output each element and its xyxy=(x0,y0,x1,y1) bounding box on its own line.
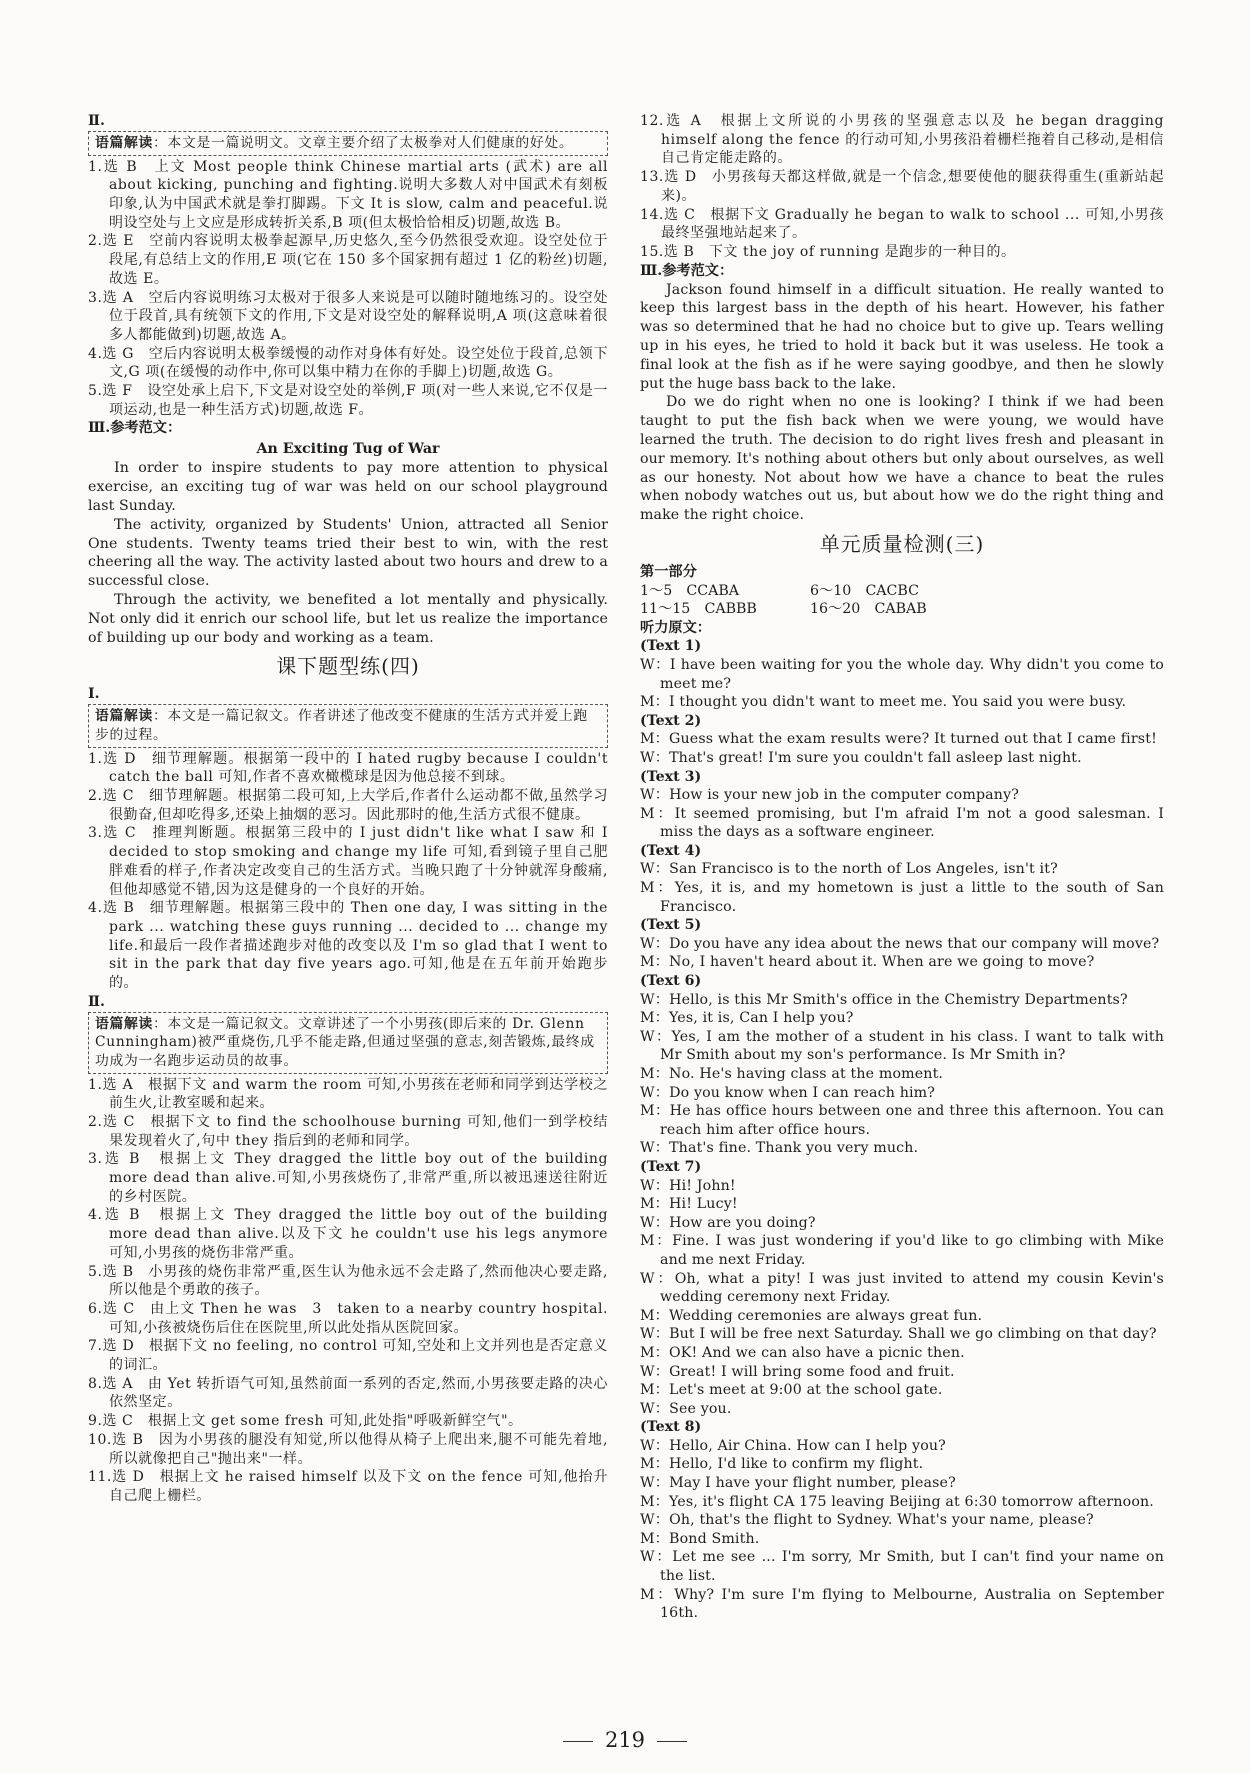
dialogue xyxy=(640,972,1164,1158)
summary-text: ：本文是一篇记叙文。文章讲述了一个小男孩(即后来的 Dr. Glenn Cunningham)被严重烧伤,几乎不能走路,但通过坚强的意志,刻苦锻炼,最终成功成为一名跑步运动员的故事。 xyxy=(95,1015,595,1069)
section-title: 课下题型练(四) xyxy=(276,654,420,679)
dialogue-line: M：Guess what the exam results were? It turned out that I came first! xyxy=(640,731,1157,748)
answer-key xyxy=(640,582,1164,619)
dialogue-line: W：How is your new job in the computer company? xyxy=(640,787,1019,804)
divider xyxy=(563,1741,593,1742)
section-label: Ⅱ. xyxy=(88,993,105,1010)
dialogue xyxy=(640,1418,1164,1623)
answer-item: 10.选 B 因为小男孩的腿没有知觉,所以他得从椅子上爬出来,腿不可能先着地,所以就像把自己"抛出来"一样。 xyxy=(88,1431,608,1467)
summary-label: 语篇解读 xyxy=(95,135,153,151)
dialogue-line: M：It seemed promising, but I'm afraid I'm not a good salesman. I miss the days as a software engineer. xyxy=(640,805,1164,841)
dialogue-line: W：Hello, Air China. How can I help you? xyxy=(640,1437,946,1454)
dialogue-line: M：Why? I'm sure I'm flying to Melbourne, Australia on September 16th. xyxy=(640,1586,1164,1622)
passage-summary-box xyxy=(88,704,608,747)
page-number xyxy=(0,1728,1250,1752)
passage-summary-box xyxy=(88,131,608,156)
answer-item: 14.选 C 根据下文 Gradually he began to walk to school ... 可知,小男孩最终坚强地站起来了。 xyxy=(640,206,1164,242)
answer-range: 16～20 CABAB xyxy=(810,601,927,618)
dialogue-line: W：Great! I will bring some food and fruit. xyxy=(640,1363,955,1380)
answer-item: 5.选 B 小男孩的烧伤非常严重,医生认为他永远不会走路了,然而他决心要走路,所以他是个勇敢的孩子。 xyxy=(88,1263,608,1299)
dialogue-line: W：That's great! I'm sure you couldn't fall asleep last night. xyxy=(640,749,1082,766)
page-number-text: 219 xyxy=(604,1728,646,1752)
dialogue-line: M：Yes, it is, Can I help you? xyxy=(640,1010,854,1027)
dialogue-line: W：Do you have any idea about the news that our company will move? xyxy=(640,935,1160,952)
dialogue-line: M：OK! And we can also have a picnic then. xyxy=(640,1344,965,1361)
essay-paragraph: Jackson found himself in a difficult situation. He really wanted to keep this largest bass in the depth of his heart. However, his father was so determined that he had no choice but to give up. Tears welling up in his eyes, he tried to hold it back but it was useless. He took a final look at the fish as if he were saying goodbye, and then he slowly put the huge bass back to the lake. xyxy=(640,281,1164,392)
dialogue xyxy=(640,712,1164,768)
answer-item: 3.选 B 根据上文 They dragged the little boy out of the building more dead than alive.可知,小男孩烧伤了,非常严重,所以被迅速送往附近的乡村医院。 xyxy=(88,1151,608,1205)
dialogue-line: M：Hello, I'd like to confirm my flight. xyxy=(640,1456,924,1473)
answer-item: 3.选 C 推理判断题。根据第三段中的 I just didn't like what I saw 和 I decided to stop smoking and change my life 可知,看到镜子里自己肥胖难看的样子,作者决定改变自己的生活方式。当晚只跑了十分钟就浑身酸痛,但他却感觉不错,因为这是健身的一个良好的开始。 xyxy=(88,825,608,898)
answer-row xyxy=(640,582,1164,601)
dialogue-line: W：Do you know when I can reach him? xyxy=(640,1084,936,1101)
text-label: (Text 2) xyxy=(640,712,702,729)
dialogue-line: W：Oh, that's the flight to Sydney. What's your name, please? xyxy=(640,1512,1094,1529)
dialogue-line: W：How are you doing? xyxy=(640,1214,816,1231)
dialogue xyxy=(640,842,1164,916)
left-column xyxy=(88,112,608,1506)
answer-item: 2.选 E 空前内容说明太极拳起源早,历史悠久,至今仍然很受欢迎。设空处位于段尾,有总结上文的作用,E 项(它在 150 多个国家拥有超过 1 亿的粉丝)切题,故选 E。 xyxy=(88,233,608,287)
text-label: (Text 7) xyxy=(640,1158,702,1175)
dialogue-line: M：No. He's having class at the moment. xyxy=(640,1066,944,1083)
listening-label: 听力原文： xyxy=(640,619,711,636)
essay-paragraph: Through the activity, we benefited a lot mentally and physically. Not only did it enrich our school life, but let us realize the importance of building up our body and working as a team. xyxy=(88,592,608,646)
answer-item: 9.选 C 根据上文 get some fresh 可知,此处指"呼吸新鲜空气"。 xyxy=(88,1413,523,1430)
dialogue-line: W：May I have your flight number, please? xyxy=(640,1475,956,1492)
dialogue-line: M：Yes, it is, and my hometown is just a little to the south of San Francisco. xyxy=(640,880,1164,915)
text-label: (Text 4) xyxy=(640,842,702,859)
section-label: Ⅲ.参考范文： xyxy=(640,262,734,279)
dialogue-line: M：Hi! Lucy! xyxy=(640,1196,738,1213)
divider xyxy=(657,1741,687,1742)
dialogue-line: M：I thought you didn't want to meet me. You said you were busy. xyxy=(640,694,1127,711)
answer-item: 2.选 C 细节理解题。根据第二段可知,上大学后,作者什么运动都不做,虽然学习很勤奋,但却吃得多,还染上抽烟的恶习。因此那时的他,生活方式很不健康。 xyxy=(88,788,608,823)
answer-item: 6.选 C 由上文 Then he was 3 taken to a nearby country hospital.可知,小孩被烧伤后住在医院里,所以此处指从医院回家。 xyxy=(88,1300,608,1336)
answer-item: 1.选 B 上文 Most people think Chinese martial arts (武术) are all about kicking, punching and fighting.说明大多数人对中国武术有刻板印象,认为中国武术就是拳打脚踢。下文 It is slow, calm and peaceful.说明设空处与上文应是形成转折关系,B 项(但太极恰恰相反)切题,故选 B。 xyxy=(88,158,608,231)
answer-list xyxy=(88,750,608,993)
dialogue-line: W：But I will be free next Saturday. Shall we go climbing on that day? xyxy=(640,1326,1157,1343)
text-label: (Text 6) xyxy=(640,973,702,990)
text-label: (Text 1) xyxy=(640,638,702,655)
section-label: Ⅰ. xyxy=(88,686,100,703)
summary-label: 语篇解读 xyxy=(95,708,153,725)
dialogue-line: W：Hi! John! xyxy=(640,1177,736,1194)
dialogue-line: M：Bond Smith. xyxy=(640,1530,760,1547)
section-label: Ⅱ. xyxy=(88,113,105,129)
dialogue xyxy=(640,768,1164,842)
answer-item: 4.选 B 根据上文 They dragged the little boy out of the building more dead than alive.以及下文 he couldn't use his legs anymore 可知,小男孩的烧伤非常严重。 xyxy=(88,1207,608,1261)
answer-item: 4.选 G 空后内容说明太极拳缓慢的动作对身体有好处。设空处位于段首,总领下文,G 项(在缓慢的动作中,你可以集中精力在你的手脚上)切题,故选 G。 xyxy=(88,345,608,381)
dialogue-line: W：See you. xyxy=(640,1400,732,1417)
answer-range: 6～10 CACBC xyxy=(810,582,919,599)
dialogue-line: M：Fine. I was just wondering if you'd like to go climbing with Mike and me next Friday. xyxy=(640,1233,1164,1268)
dialogue-line: W：Oh, what a pity! I was just invited to attend my cousin Kevin's wedding ceremony next Friday. xyxy=(640,1270,1164,1306)
answer-item: 2.选 C 根据下文 to find the schoolhouse burning 可知,他们一到学校结果发现着火了,句中 they 指后到的老师和同学。 xyxy=(88,1113,608,1149)
summary-text: ：本文是一篇说明文。文章主要介绍了太极拳对人们健康的好处。 xyxy=(153,135,574,151)
dialogue-line: W：I have been waiting for you the whole day. Why didn't you come to meet me? xyxy=(640,656,1164,692)
part-label: 第一部分 xyxy=(640,563,697,580)
dialogue-line: W：Yes, I am the mother of a student in his class. I want to talk with Mr Smith about my son's performance. Is Mr Smith in? xyxy=(640,1028,1164,1064)
answer-list xyxy=(88,1076,608,1506)
essay-paragraph: In order to inspire students to pay more attention to physical exercise, an exciting tug of war was held on our school playground last Sunday. xyxy=(88,460,608,515)
answer-range: 11～15 CABBB xyxy=(640,601,757,618)
section-label: Ⅲ.参考范文： xyxy=(88,420,182,437)
answer-item: 8.选 A 由 Yet 转折语气可知,虽然前面一系列的否定,然而,小男孩要走路的决心依然坚定。 xyxy=(88,1375,608,1411)
passage-summary-box xyxy=(88,1012,608,1074)
answer-item: 5.选 F 设空处承上启下,下文是对设空处的举例,F 项(对一些人来说,它不仅是一项运动,也是一种生活方式)切题,故选 F。 xyxy=(88,383,608,418)
answer-item: 7.选 D 根据下文 no feeling, no control 可知,空处和上文并列也是否定意义的词汇。 xyxy=(88,1338,608,1374)
dialogue-line: W：San Francisco is to the north of Los Angeles, isn't it? xyxy=(640,861,1058,878)
dialogue-line: W：That's fine. Thank you very much. xyxy=(640,1140,919,1157)
dialogue-line: M：Yes, it's flight CA 175 leaving Beijing at 6:30 tomorrow afternoon. xyxy=(640,1493,1154,1510)
essay-title: An Exciting Tug of War xyxy=(256,441,440,458)
summary-text: ：本文是一篇记叙文。作者讲述了他改变不健康的生活方式并爱上跑步的过程。 xyxy=(95,708,588,743)
answer-range: 1～5 CCABA xyxy=(640,582,740,599)
answer-item: 15.选 B 下文 the joy of running 是跑步的一种目的。 xyxy=(640,243,1016,260)
answer-item: 12.选 A 根据上文所说的小男孩的坚强意志以及 he began dragging himself along the fence 的行动可知,小男孩沿着栅栏拖着自己移动,是相信自己肯定能走路的。 xyxy=(640,113,1164,167)
text-label: (Text 3) xyxy=(640,768,702,785)
dialogue-line: M：Wedding ceremonies are always great fun. xyxy=(640,1307,983,1324)
essay-paragraph: The activity, organized by Students' Union, attracted all Senior One students. Twenty teams tried their best to win, with the rest cheering all the way. The activity lasted about two hours and drew to a successful close. xyxy=(88,516,608,590)
dialogue-line: W：Let me see ... I'm sorry, Mr Smith, but I can't find your name on the list. xyxy=(640,1549,1164,1585)
summary-label: 语篇解读 xyxy=(95,1015,153,1032)
dialogue-line: M：No, I haven't heard about it. When are we going to move? xyxy=(640,954,1095,971)
essay-paragraph: Do we do right when no one is looking? I think if we had been taught to put the fish back when we were young, we would have learned the truth. The decision to do right lives fresh and pleasant in our memory. It's nothing about others but only about ourselves, as well as our honesty. Not about how we have a chance to beat the rules when nobody watches out us, but about how we do the right thing and make the right choice. xyxy=(640,394,1164,524)
answer-list xyxy=(640,112,1164,262)
section-title: 单元质量检测(三) xyxy=(819,531,985,556)
dialogue-line: M：Let's meet at 9:00 at the school gate. xyxy=(640,1382,943,1399)
dialogue xyxy=(640,1158,1164,1418)
answer-item: 4.选 B 细节理解题。根据第三段中的 Then one day, I was sitting in the park ... watching these guys running ... decided to ... change my life.和最后一段作者描述跑步对他的改变以及 I'm so glad that I went to sit in the park that day five years ago.可知,他是在五年前开始跑步的。 xyxy=(88,900,608,992)
dialogue xyxy=(640,637,1164,711)
answer-item: 1.选 A 根据下文 and warm the room 可知,小男孩在老师和同学到达学校之前生火,让教室暖和起来。 xyxy=(88,1076,608,1112)
text-label: (Text 8) xyxy=(640,1419,702,1436)
right-column xyxy=(640,112,1164,1623)
answer-item: 1.选 D 细节理解题。根据第一段中的 I hated rugby because I couldn't catch the ball 可知,作者不喜欢橄榄球是因为他总接不到球。 xyxy=(88,750,608,786)
dialogue xyxy=(640,916,1164,972)
answer-item: 13.选 D 小男孩每天都这样做,就是一个信念,想要使他的腿获得重生(重新站起来)。 xyxy=(640,169,1164,204)
dialogue-line: M：He has office hours between one and three this afternoon. You can reach him after office hours. xyxy=(640,1103,1164,1138)
dialogue-line: W：Hello, is this Mr Smith's office in the Chemistry Departments? xyxy=(640,991,1128,1008)
answer-list xyxy=(88,158,608,420)
answer-item: 3.选 A 空后内容说明练习太极对于很多人来说是可以随时随地练习的。设空处位于段首,具有统领下文的作用,下文是对设空处的解释说明,A 项(这意味着很多人都能做到)切题,故选 A。 xyxy=(88,289,608,343)
answer-item: 11.选 D 根据上文 he raised himself 以及下文 on the fence 可知,他抬升自己爬上栅栏。 xyxy=(88,1469,608,1504)
text-label: (Text 5) xyxy=(640,917,702,934)
answer-row xyxy=(640,600,1164,619)
